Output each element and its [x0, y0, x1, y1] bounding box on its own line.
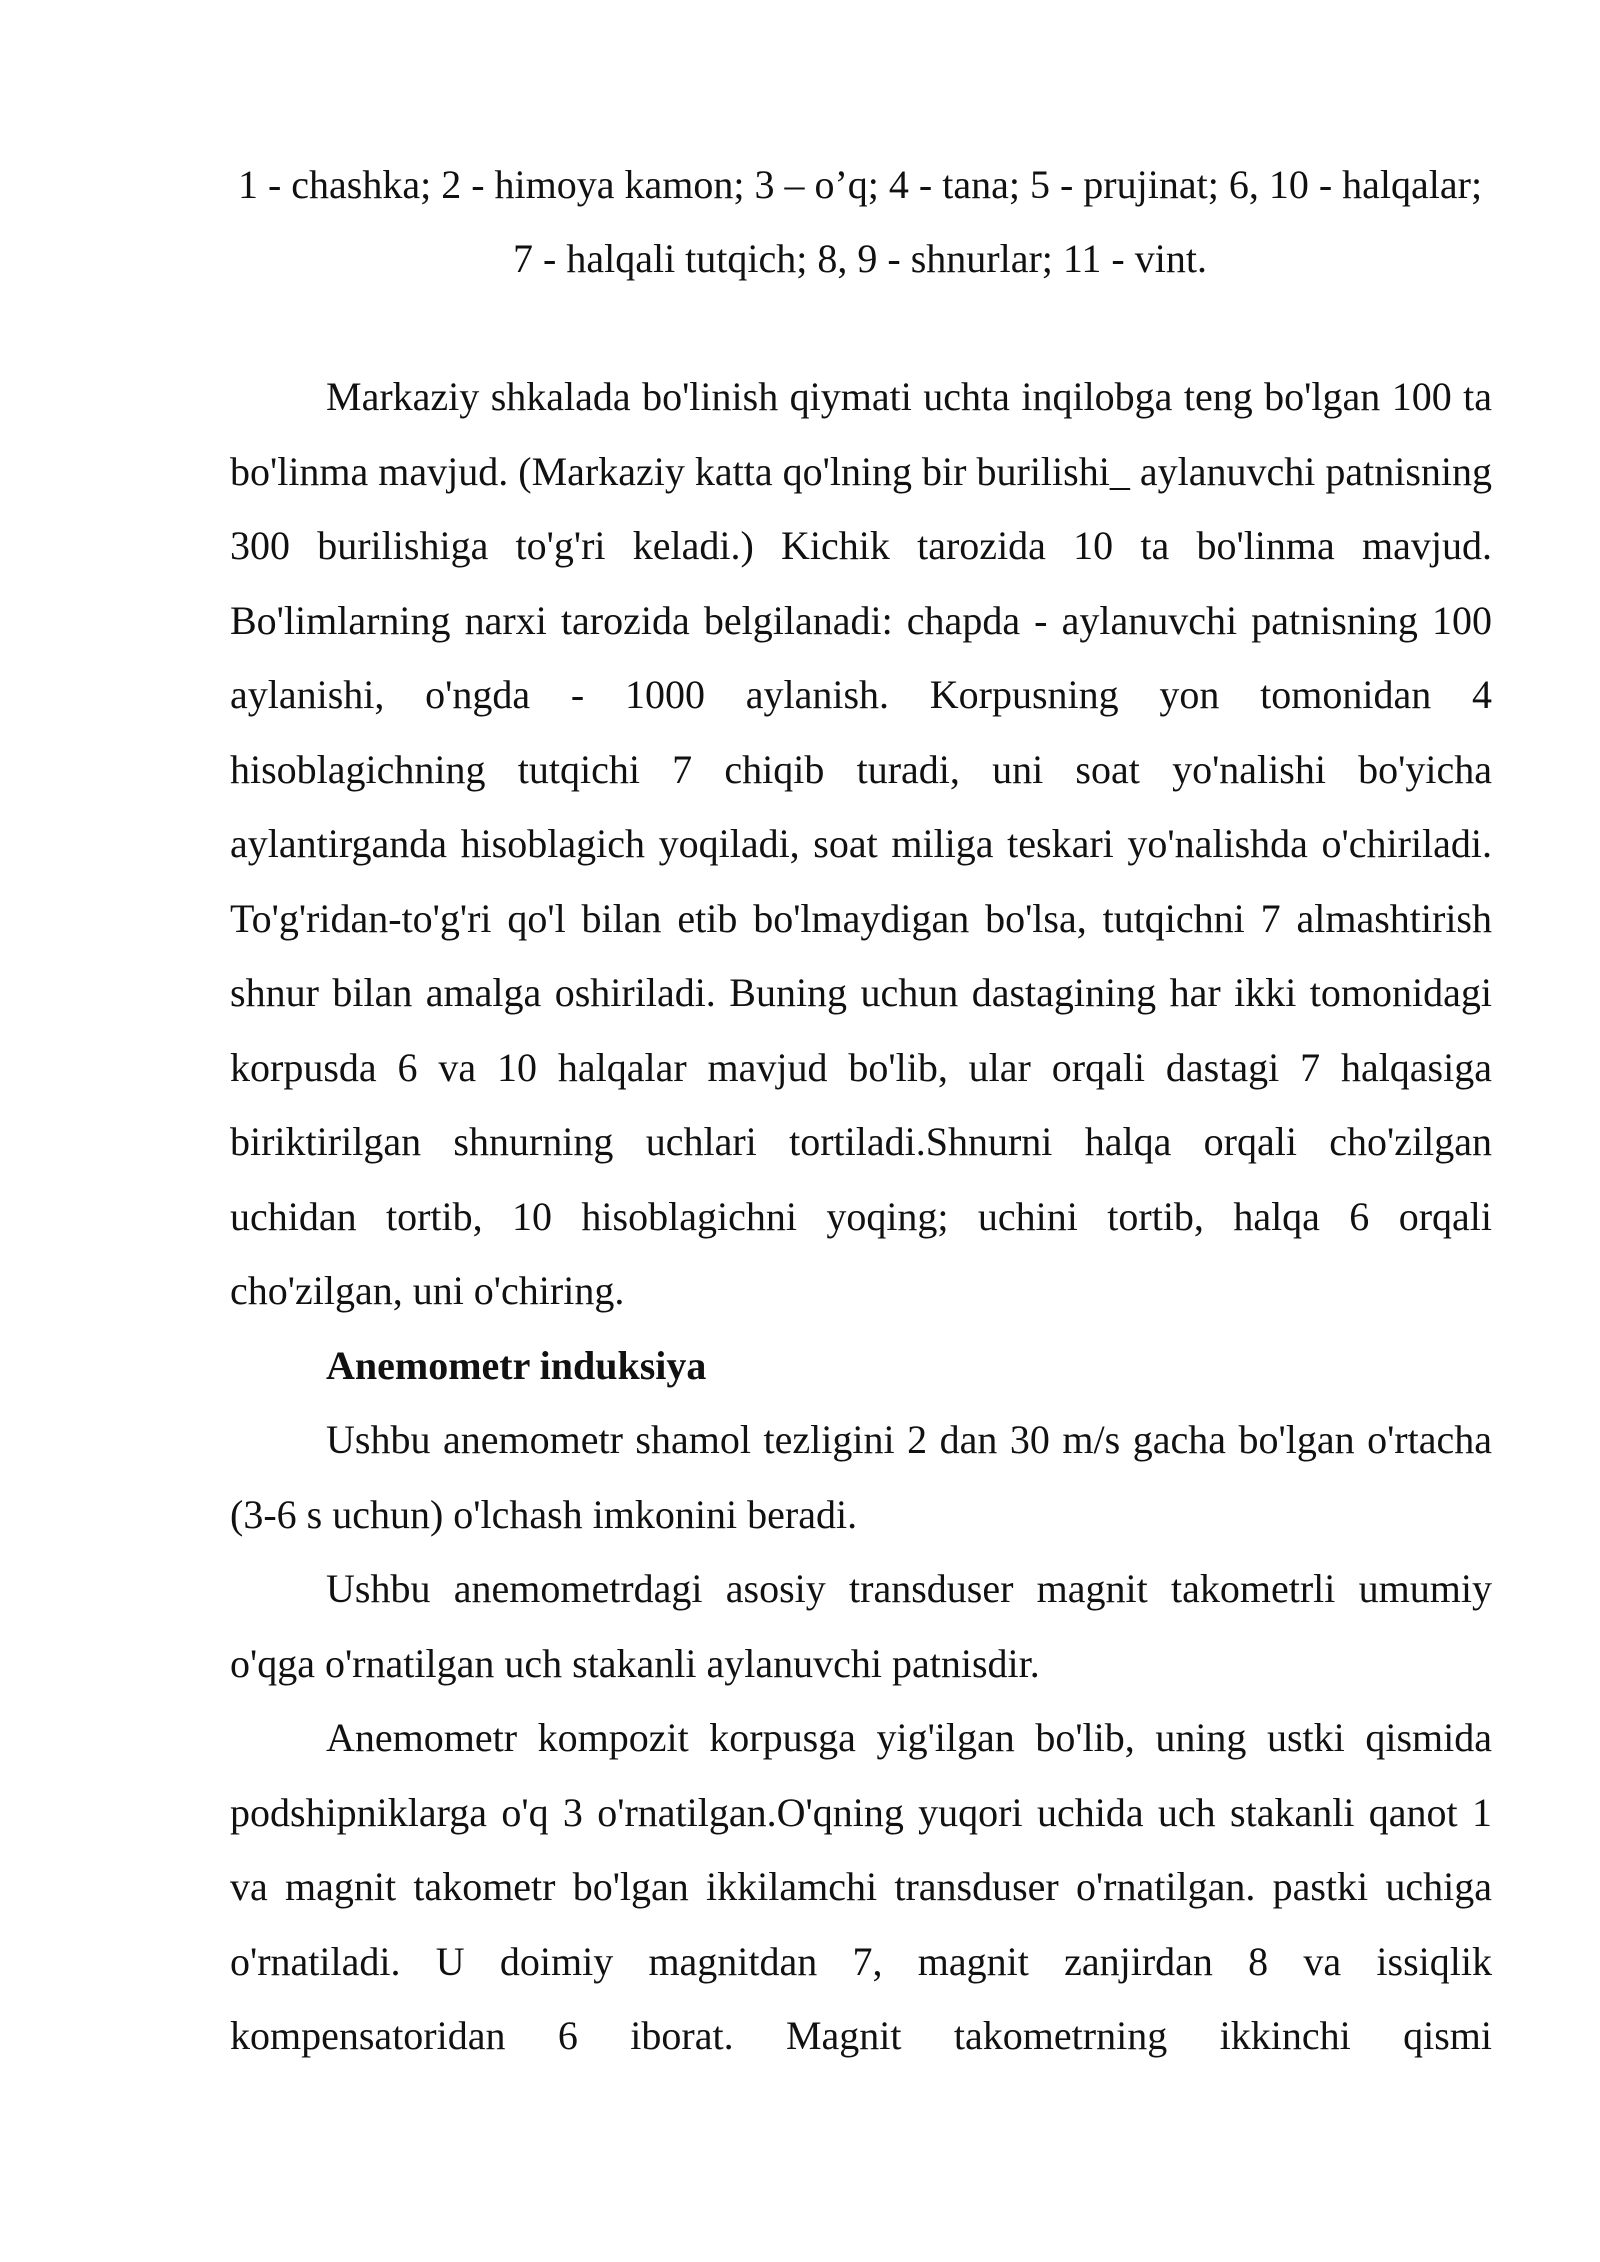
paragraph-measurement-range: Ushbu anemometr shamol tezligini 2 dan 30 m/s gacha bo'lgan o'rtacha (3-6 s uchun) o'lchash imkonini beradi.	[230, 1417, 1492, 1537]
document-body	[230, 360, 1492, 2074]
paragraph-counter-description: Markaziy shkalada bo'linish qiymati uchta inqilobga teng bo'lgan 100 ta bo'linma mavjud. (Markaziy katta qo'lning bir burilishi_ aylanuvchi patnisning 300 burilishiga to'g'ri keladi.) Kichik tarozida 10 ta bo'linma mavjud. Bo'limlarning narxi tarozida belgilanadi: chapda - aylanuvchi patnisning 100 aylanishi, o'ngda - 1000 aylanish. Korpusning yon tomonidan 4 hisoblagichning tutqichi 7 chiqib turadi, uni soat yo'nalishi bo'yicha aylantirganda hisoblagich yoqiladi, soat miliga teskari yo'nalishda o'chiriladi. To'g'ridan-to'g'ri qo'l bilan etib bo'lmaydigan bo'lsa, tutqichni 7 almashtirish shnur bilan amalga oshiriladi. Buning uchun dastagining har ikki tomonidagi korpusda 6 va 10 halqalar mavjud bo'lib, ular orqali dastagi 7 halqasiga biriktirilgan shnurning uchlari tortiladi.Shnurni halqa orqali cho'zilgan uchidan tortib, 10 hisoblagichni yoqing; uchini tortib, halqa 6 orqali cho'zilgan, uni o'chiring.	[230, 374, 1492, 1313]
section-heading: Anemometr induksiya	[326, 1342, 707, 1388]
paragraph-construction: Anemometr kompozit korpusga yig'ilgan bo'lib, uning ustki qismida podshipniklarga o'q 3 o'rnatilgan.O'qning yuqori uchida uch stakanli qanot 1 va magnit takometr bo'lgan ikkilamchi transduser o'rnatilgan. pastki uchiga o'rnatiladi. U doimiy magnitdan 7, magnit zanjirdan 8 va issiqlik kompensatoridan 6 iborat. Magnit takometrning ikkinchi qismi	[230, 1715, 1492, 2058]
figure-caption: 1 - chashka; 2 - himoya kamon; 3 – o’q; 4 - tana; 5 - prujinat; 6, 10 - halqalar; 7 - halqali tutqich; 8, 9 - shnurlar; 11 - vint.	[237, 162, 1483, 281]
paragraph-transducer: Ushbu anemometrdagi asosiy transduser magnit takometrli umumiy o'qga o'rnatilgan uch stakanli aylanuvchi patnisdir.	[230, 1566, 1492, 1686]
